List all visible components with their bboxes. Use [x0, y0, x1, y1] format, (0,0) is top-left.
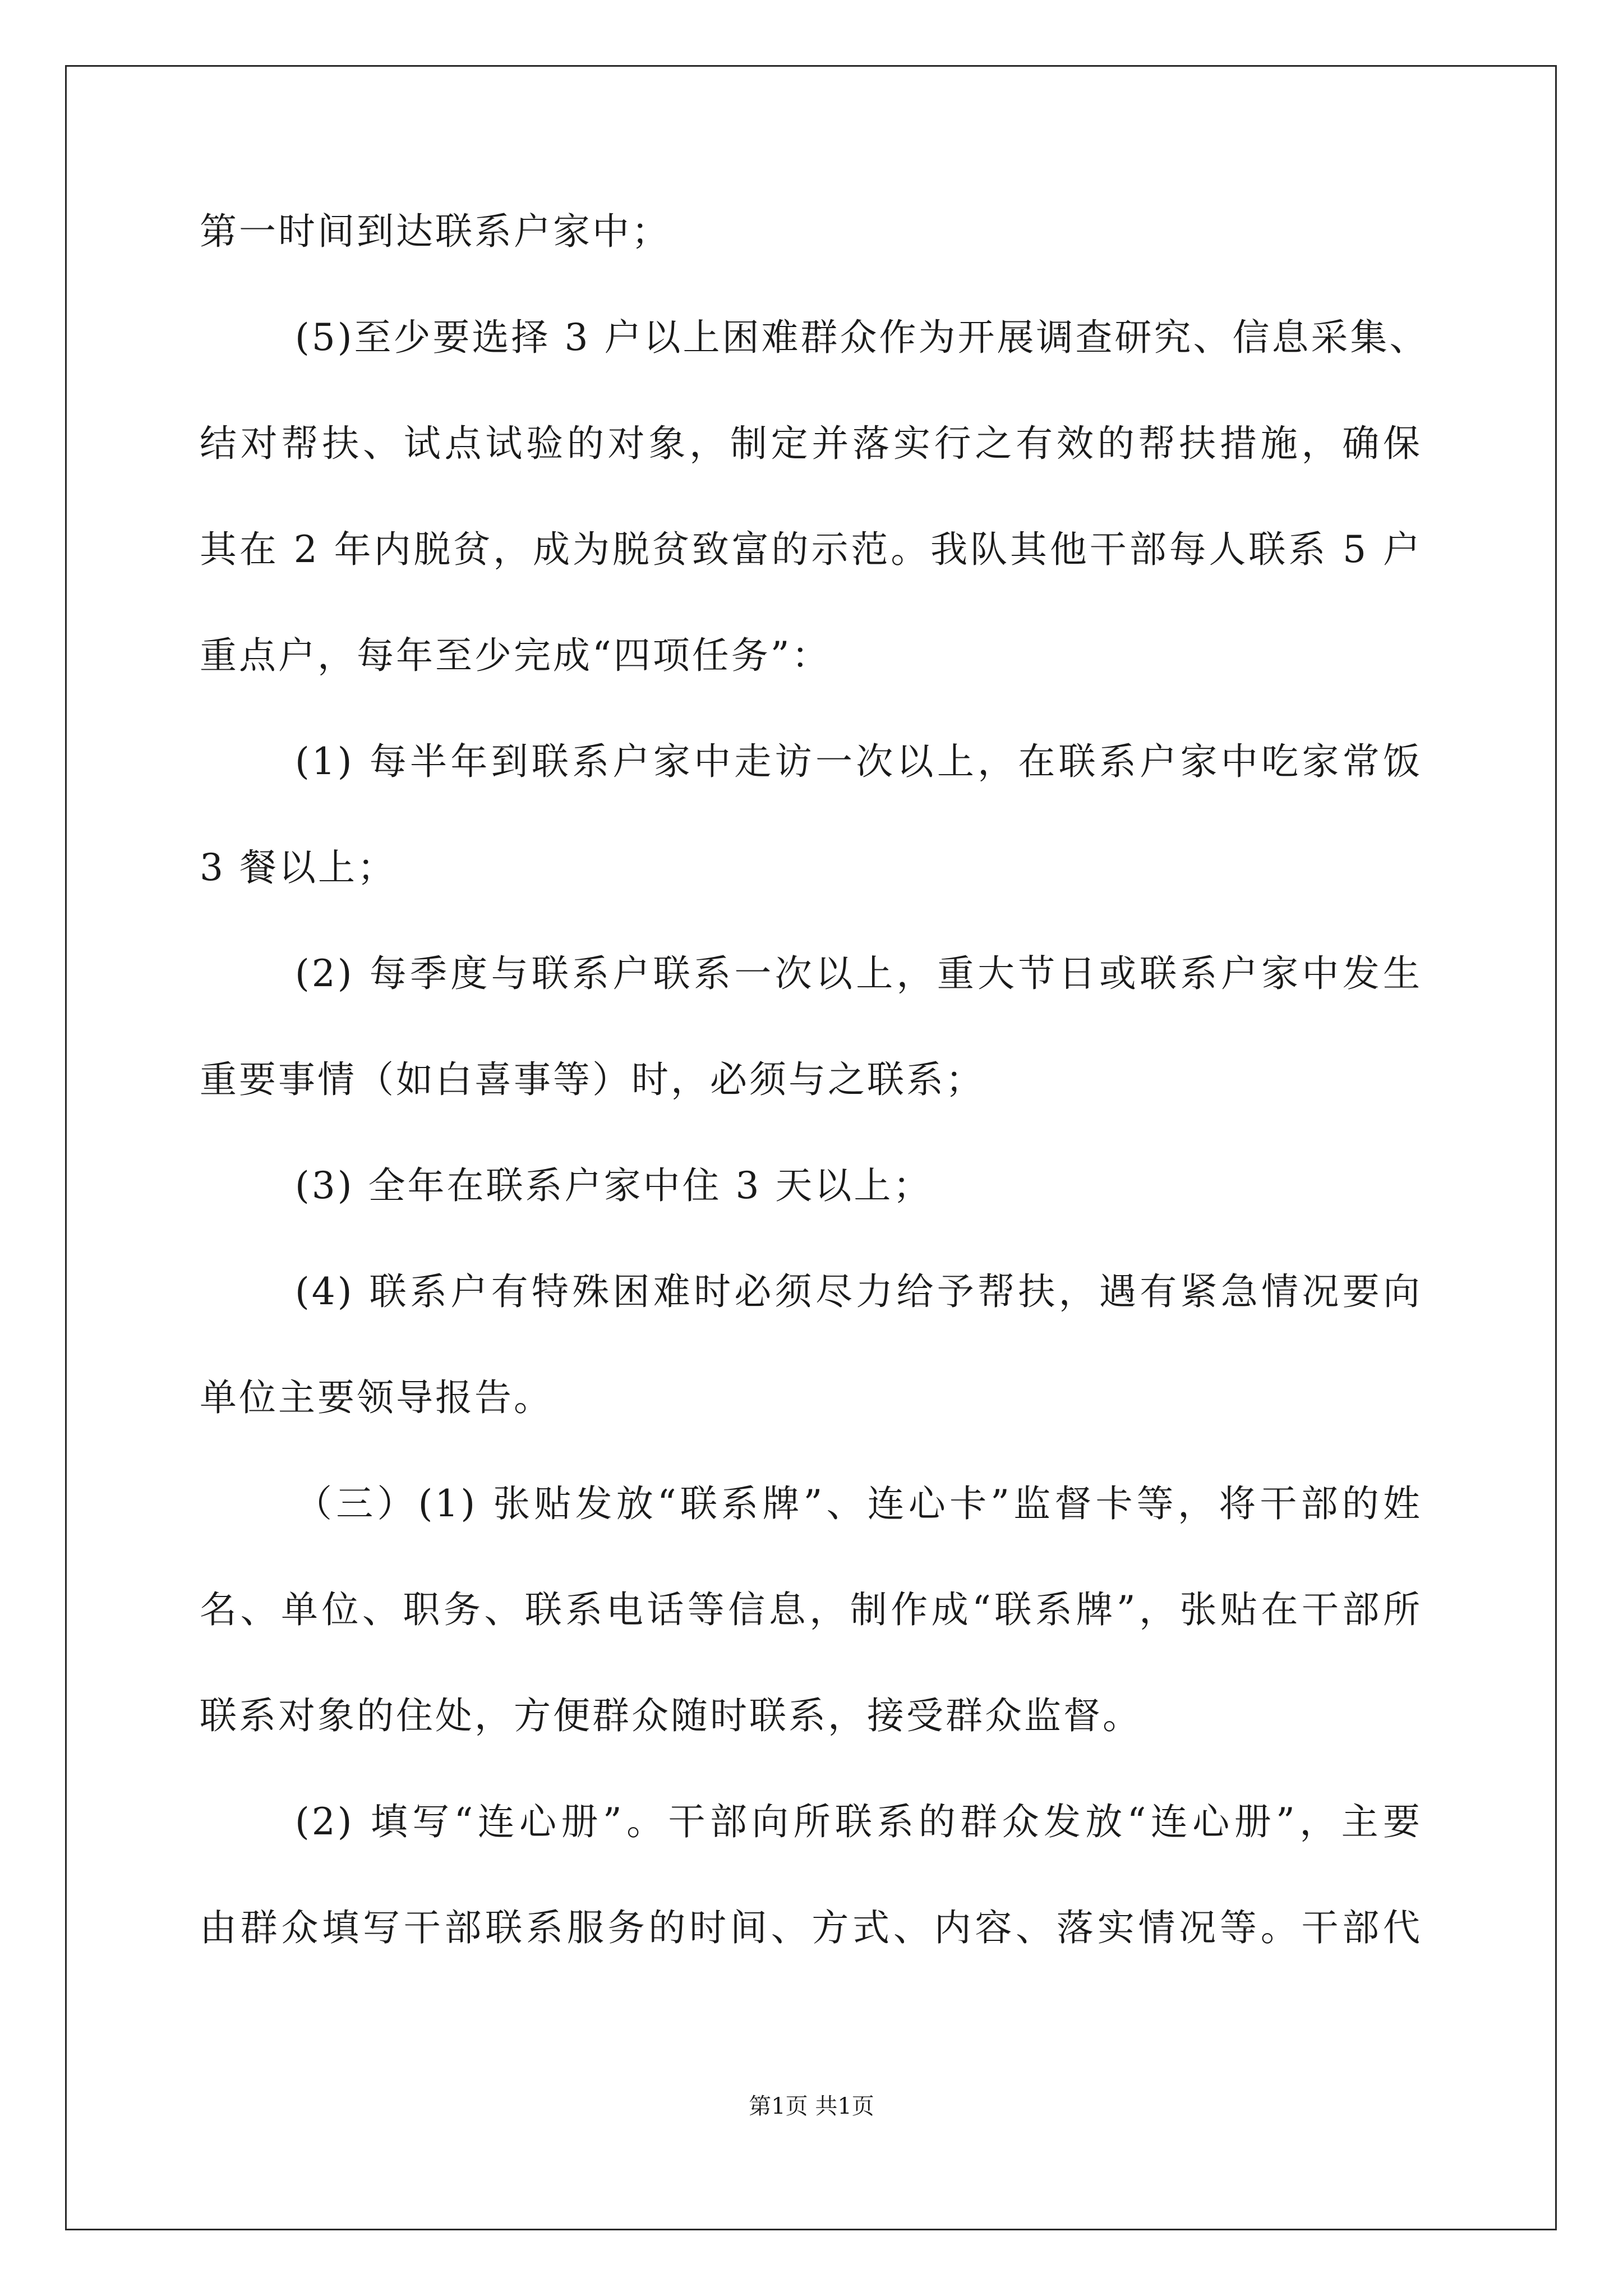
- page-frame: [65, 65, 1557, 2230]
- text-line-9: 重要事情（如白喜事等）时，必须与之联系；: [200, 1058, 985, 1101]
- text-line-8: (2) 每季度与联系户联系一次以上，重大节日或联系户家中发生: [295, 952, 1422, 995]
- text-line-13: （三）(1) 张贴发放“联系牌”、连心卡”监督卡等，将干部的姓: [295, 1482, 1422, 1525]
- text-line-11: (4) 联系户有特殊困难时必须尽力给予帮扶，遇有紧急情况要向: [295, 1270, 1422, 1313]
- text-line-3: 结对帮扶、试点试验的对象，制定并落实行之有效的帮扶措施，确保: [200, 422, 1422, 465]
- text-line-17: 由群众填写干部联系服务的时间、方式、内容、落实情况等。干部代: [200, 1906, 1422, 1949]
- text-line-7: 3 餐以上；: [200, 846, 396, 889]
- text-line-5: 重点户，每年至少完成“四项任务”：: [200, 634, 831, 677]
- page-number-footer: 第1页 共1页: [749, 2093, 874, 2119]
- text-line-1: 第一时间到达联系户家中；: [200, 210, 671, 253]
- text-line-15: 联系对象的住处，方便群众随时联系，接受群众监督。: [200, 1694, 1142, 1737]
- text-line-4: 其在 2 年内脱贫，成为脱贫致富的示范。我队其他干部每人联系 5 户: [200, 528, 1422, 571]
- text-line-10: (3) 全年在联系户家中住 3 天以上；: [295, 1164, 933, 1207]
- text-line-6: (1) 每半年到联系户家中走访一次以上，在联系户家中吃家常饭: [295, 740, 1422, 783]
- text-line-16: (2) 填写“连心册”。干部向所联系的群众发放“连心册”，主要: [295, 1800, 1422, 1843]
- text-line-14: 名、单位、职务、联系电话等信息，制作成“联系牌”，张贴在干部所: [200, 1588, 1422, 1631]
- text-line-2: (5)至少要选择 3 户以上困难群众作为开展调查研究、信息采集、: [295, 316, 1429, 359]
- text-line-12: 单位主要领导报告。: [200, 1376, 553, 1419]
